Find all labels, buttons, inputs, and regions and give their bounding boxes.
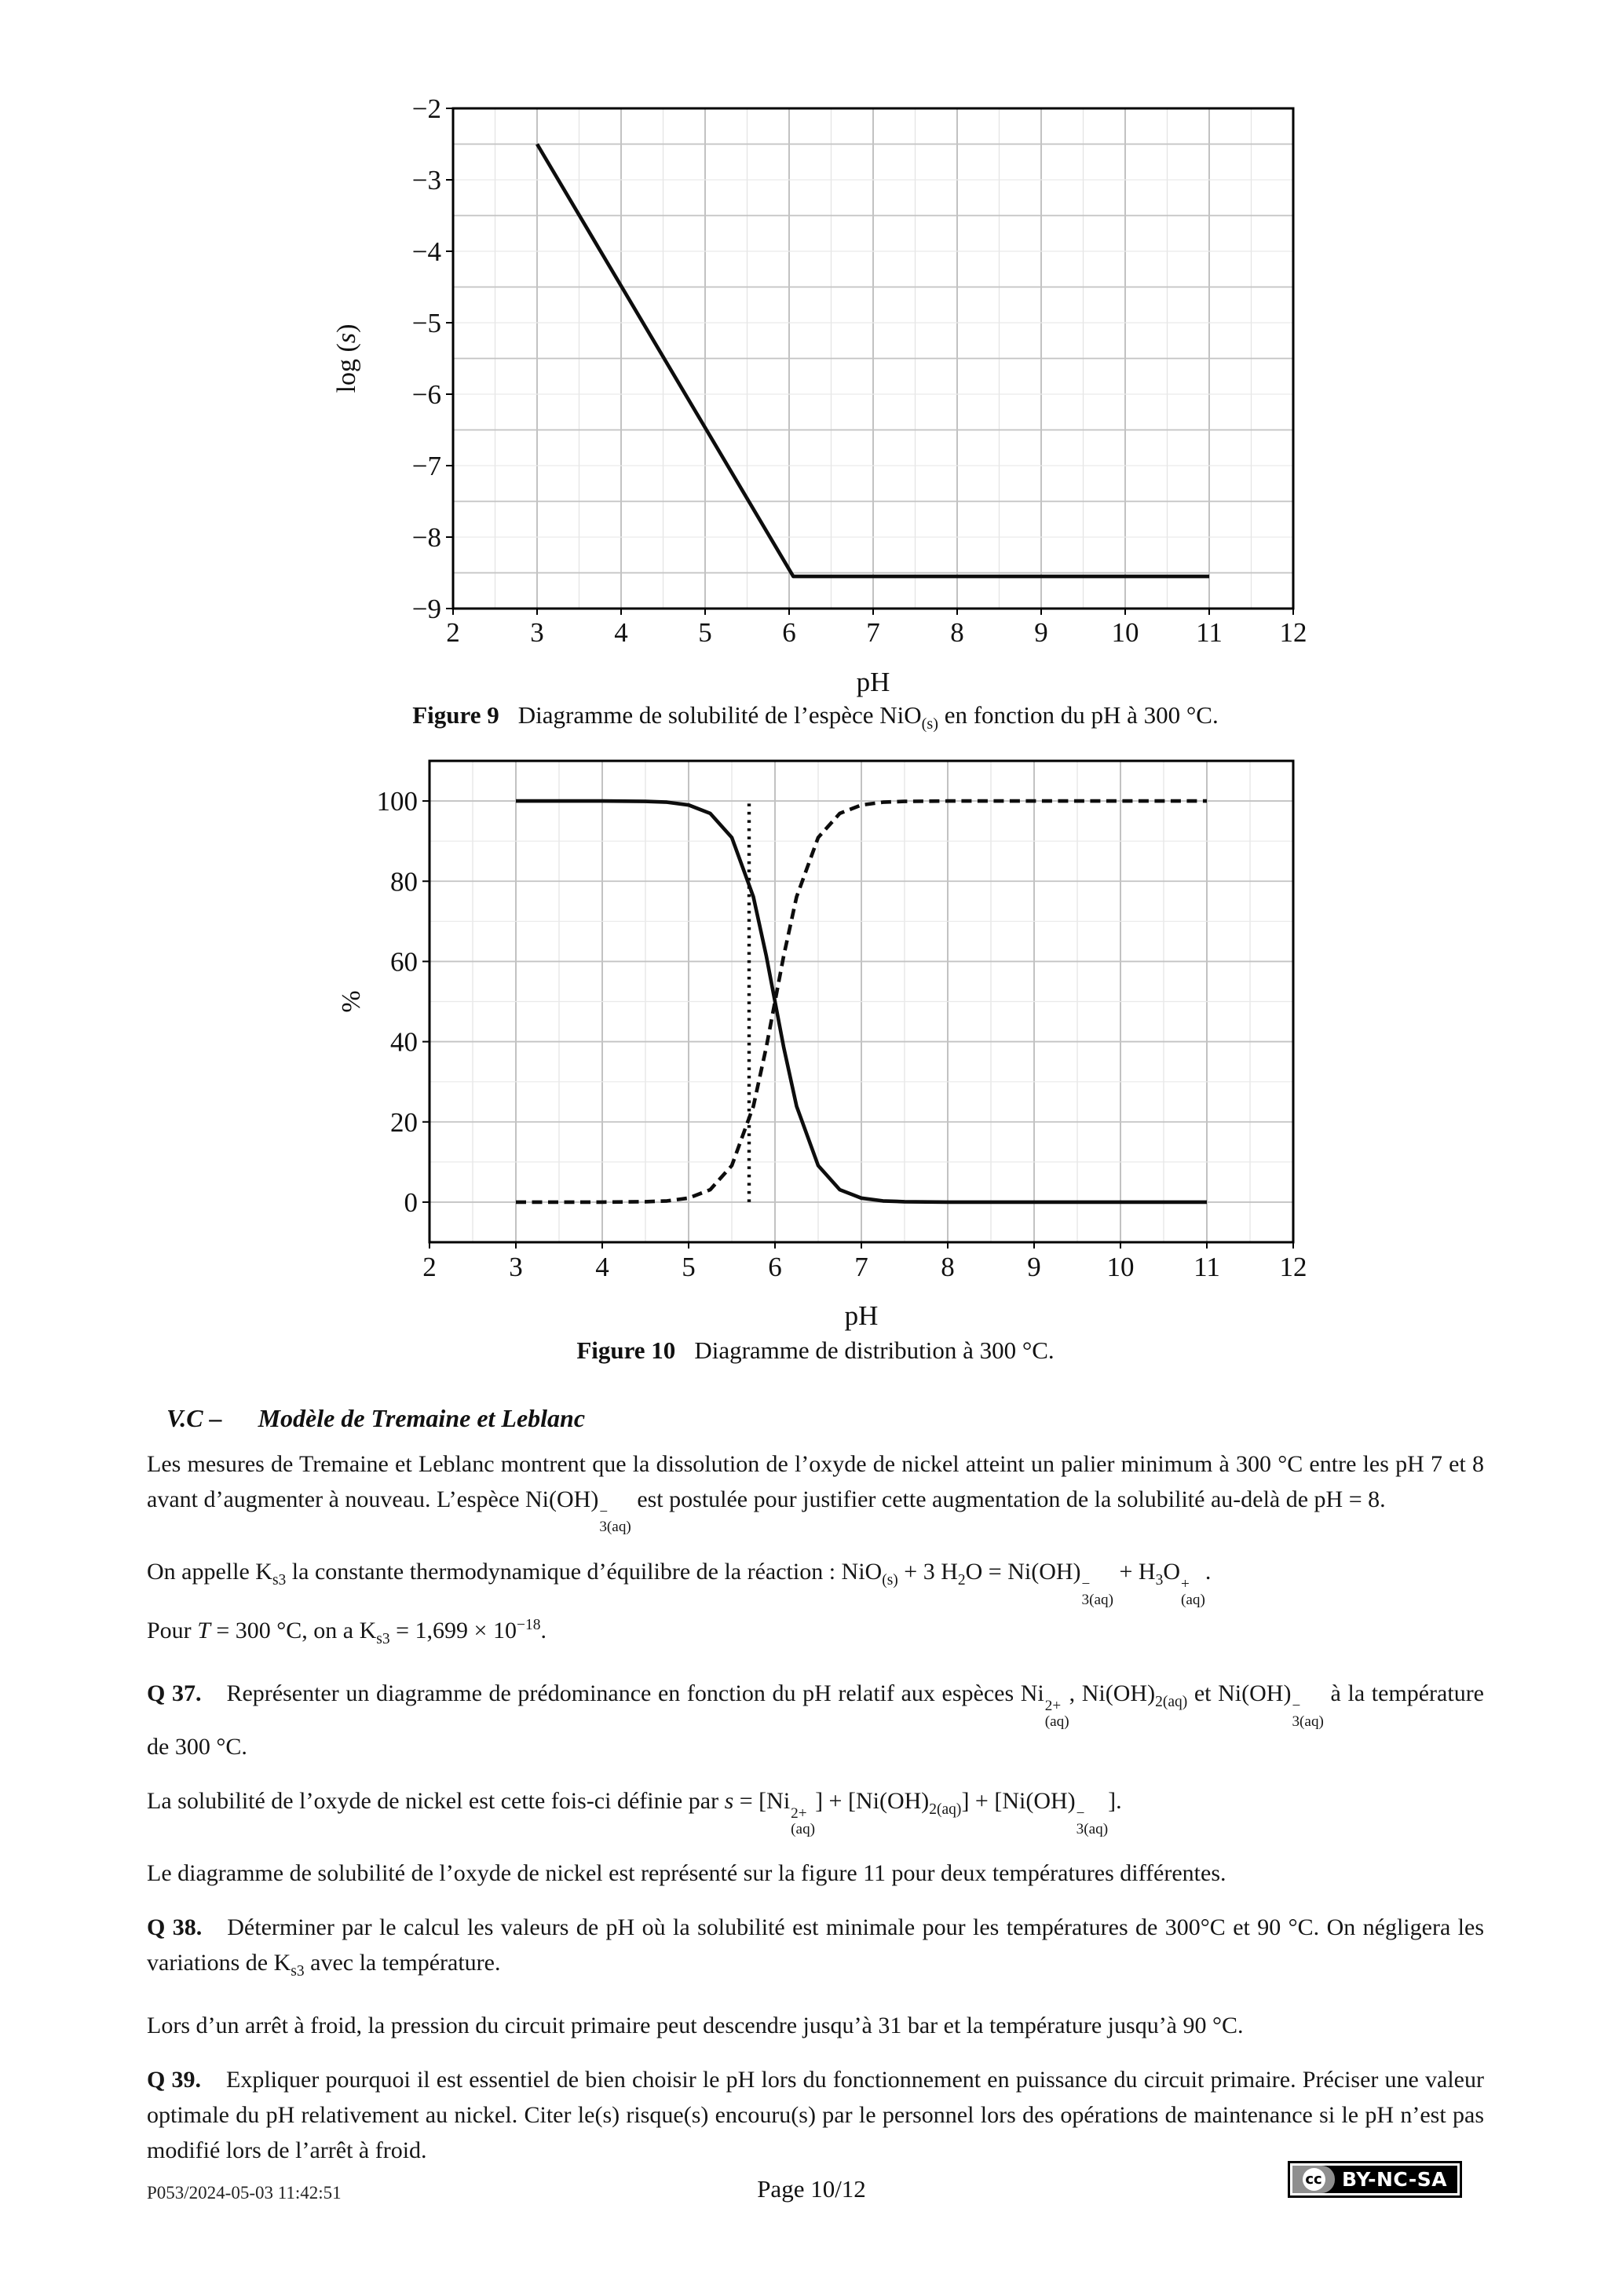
- svg-text:11: 11: [1193, 1252, 1220, 1282]
- svg-text:−2: −2: [411, 93, 441, 124]
- figure10-caption: [147, 1336, 1484, 1365]
- svg-text:40: 40: [390, 1026, 418, 1058]
- svg-text:−4: −4: [411, 236, 441, 267]
- svg-text:−3: −3: [411, 165, 441, 196]
- svg-text:6: 6: [768, 1252, 782, 1282]
- svg-text:5: 5: [682, 1252, 696, 1282]
- paragraph-arret-a-froid: Lors d’un arrêt à froid, la pression du circuit primaire peut descendre jusqu’à 31 bar et la température jusqu’à 90 °C.: [147, 2013, 1244, 2039]
- body-text: [147, 1446, 1484, 2187]
- svg-text:−5: −5: [411, 308, 441, 338]
- question-38-label: Q 38.: [147, 1914, 203, 1941]
- paragraph-tremaine-leblanc: Les mesures de Tremaine et Leblanc montrent que la dissolution de l’oxyde de nickel atteint un palier minimum à 300 °C entre les pH 7 et 8 avant d’augmenter à nouveau. L’espèce Ni(OH) − 3(aq) est postulée pour justifier cette augmentation de la solubilité au-delà de pH = 8.: [147, 1451, 1484, 1536]
- paragraph-figure11-reference: Le diagramme de solubilité de l’oxyde de nickel est représenté sur la figure 11 pour deux températures différentes.: [147, 1860, 1226, 1887]
- paragraph-solubility-definition: La solubilité de l’oxyde de nickel est cette fois-ci définie par s = [Ni 2+ (aq) ] + $[Ni(OH)_{2(aq)}] + [Ni(OH)$ − 3(aq) ].: [147, 1788, 1122, 1837]
- section-heading: [166, 1404, 585, 1433]
- svg-text:pH: pH: [844, 1300, 879, 1331]
- svg-text:8: 8: [950, 617, 964, 648]
- question-37-label: Q 37.: [147, 1680, 202, 1707]
- svg-text:pH: pH: [856, 667, 890, 697]
- figure10-caption-text: Diagramme de distribution à 300 °C.: [694, 1336, 1055, 1364]
- svg-text:−8: −8: [411, 522, 441, 553]
- svg-text:10: 10: [1111, 617, 1139, 648]
- svg-text:6: 6: [782, 617, 796, 648]
- question-37-text: Représenter un diagramme de prédominance en fonction du pH relatif aux espèces Ni 2+ (aq) , $Ni(OH)_{2(aq)}$ et Ni(OH) − 3(aq) à la température de 300 °C.: [147, 1680, 1484, 1760]
- footer-doc-id: P053/2024-05-03 11:42:51: [147, 2183, 342, 2203]
- svg-text:9: 9: [1027, 1252, 1041, 1282]
- svg-text:3: 3: [530, 617, 544, 648]
- svg-text:log (s): log (s): [332, 324, 361, 393]
- svg-text:5: 5: [698, 617, 712, 648]
- svg-text:2: 2: [422, 1252, 437, 1282]
- cc-icon-wrap: [1292, 2166, 1335, 2193]
- cc-icon: cc: [1303, 2168, 1325, 2191]
- svg-text:2: 2: [446, 617, 460, 648]
- svg-text:10: 10: [1106, 1252, 1135, 1282]
- svg-text:100: 100: [376, 786, 418, 817]
- distribution-chart-figure10: [314, 742, 1358, 1344]
- svg-text:8: 8: [941, 1252, 955, 1282]
- svg-text:20: 20: [390, 1106, 418, 1138]
- figure9-caption-text: Diagramme de solubilité de l’espèce NiO$_{(s)}$ en fonction du pH à 300 °C.: [517, 701, 1219, 733]
- license-badge: [1288, 2161, 1462, 2198]
- svg-text:4: 4: [614, 617, 628, 648]
- svg-text:−9: −9: [411, 594, 441, 624]
- footer-page-number: Page 10/12: [757, 2175, 866, 2203]
- license-label: BY-NC-SA: [1342, 2168, 1448, 2191]
- svg-text:12: 12: [1279, 1252, 1307, 1282]
- svg-text:11: 11: [1196, 617, 1223, 648]
- figure9-caption: [147, 701, 1484, 733]
- license-badge-inner: [1292, 2166, 1457, 2193]
- paragraph-ks3-definition: On appelle $K_{s3}$ la constante thermodynamique d’équilibre de la réaction : NiO$_{(s)}$ + 3 $H_2O = Ni(OH)$ − 3(aq) + $H_3O$ + (aq) . Pour T = 300 °C, on a $K_{s3} = 1,699 \times 10^{-18}$.: [147, 1559, 1212, 1648]
- question-37: [147, 1676, 1484, 1764]
- svg-text:−7: −7: [411, 451, 441, 481]
- solubility-chart-figure9: [314, 79, 1358, 751]
- question-39: [147, 2062, 1484, 2168]
- svg-text:3: 3: [509, 1252, 523, 1282]
- svg-text:12: 12: [1279, 617, 1307, 648]
- svg-text:9: 9: [1034, 617, 1048, 648]
- question-39-text: Expliquer pourquoi il est essentiel de bien choisir le pH lors du fonctionnement en puissance du circuit primaire. Préciser une valeur optimale du pH relativement au nickel. Citer le(s) risque(s) encouru(s) par le personnel lors des opérations de maintenance si le pH n’est pas modifié lors de l’arrêt à froid.: [147, 2067, 1484, 2164]
- svg-text:0: 0: [404, 1186, 418, 1218]
- question-39-label: Q 39.: [147, 2067, 201, 2093]
- svg-text:−6: −6: [411, 379, 441, 410]
- svg-text:7: 7: [854, 1252, 868, 1282]
- svg-text:80: 80: [390, 866, 418, 898]
- question-38-text: Déterminer par le calcul les valeurs de pH où la solubilité est minimale pour les températures de 300°C et 90 °C. On négligera les variations de $K_{s3}$ avec la température.: [147, 1914, 1484, 1980]
- section-number: V.C –: [166, 1404, 222, 1432]
- svg-text:4: 4: [595, 1252, 609, 1282]
- figure10-label: Figure 10: [576, 1336, 676, 1364]
- svg-text:%: %: [337, 990, 366, 1013]
- figure9-label: Figure 9: [412, 701, 499, 729]
- section-title: Modèle de Tremaine et Leblanc: [258, 1404, 586, 1432]
- question-38: [147, 1910, 1484, 1989]
- svg-text:7: 7: [866, 617, 880, 648]
- svg-text:60: 60: [390, 946, 418, 978]
